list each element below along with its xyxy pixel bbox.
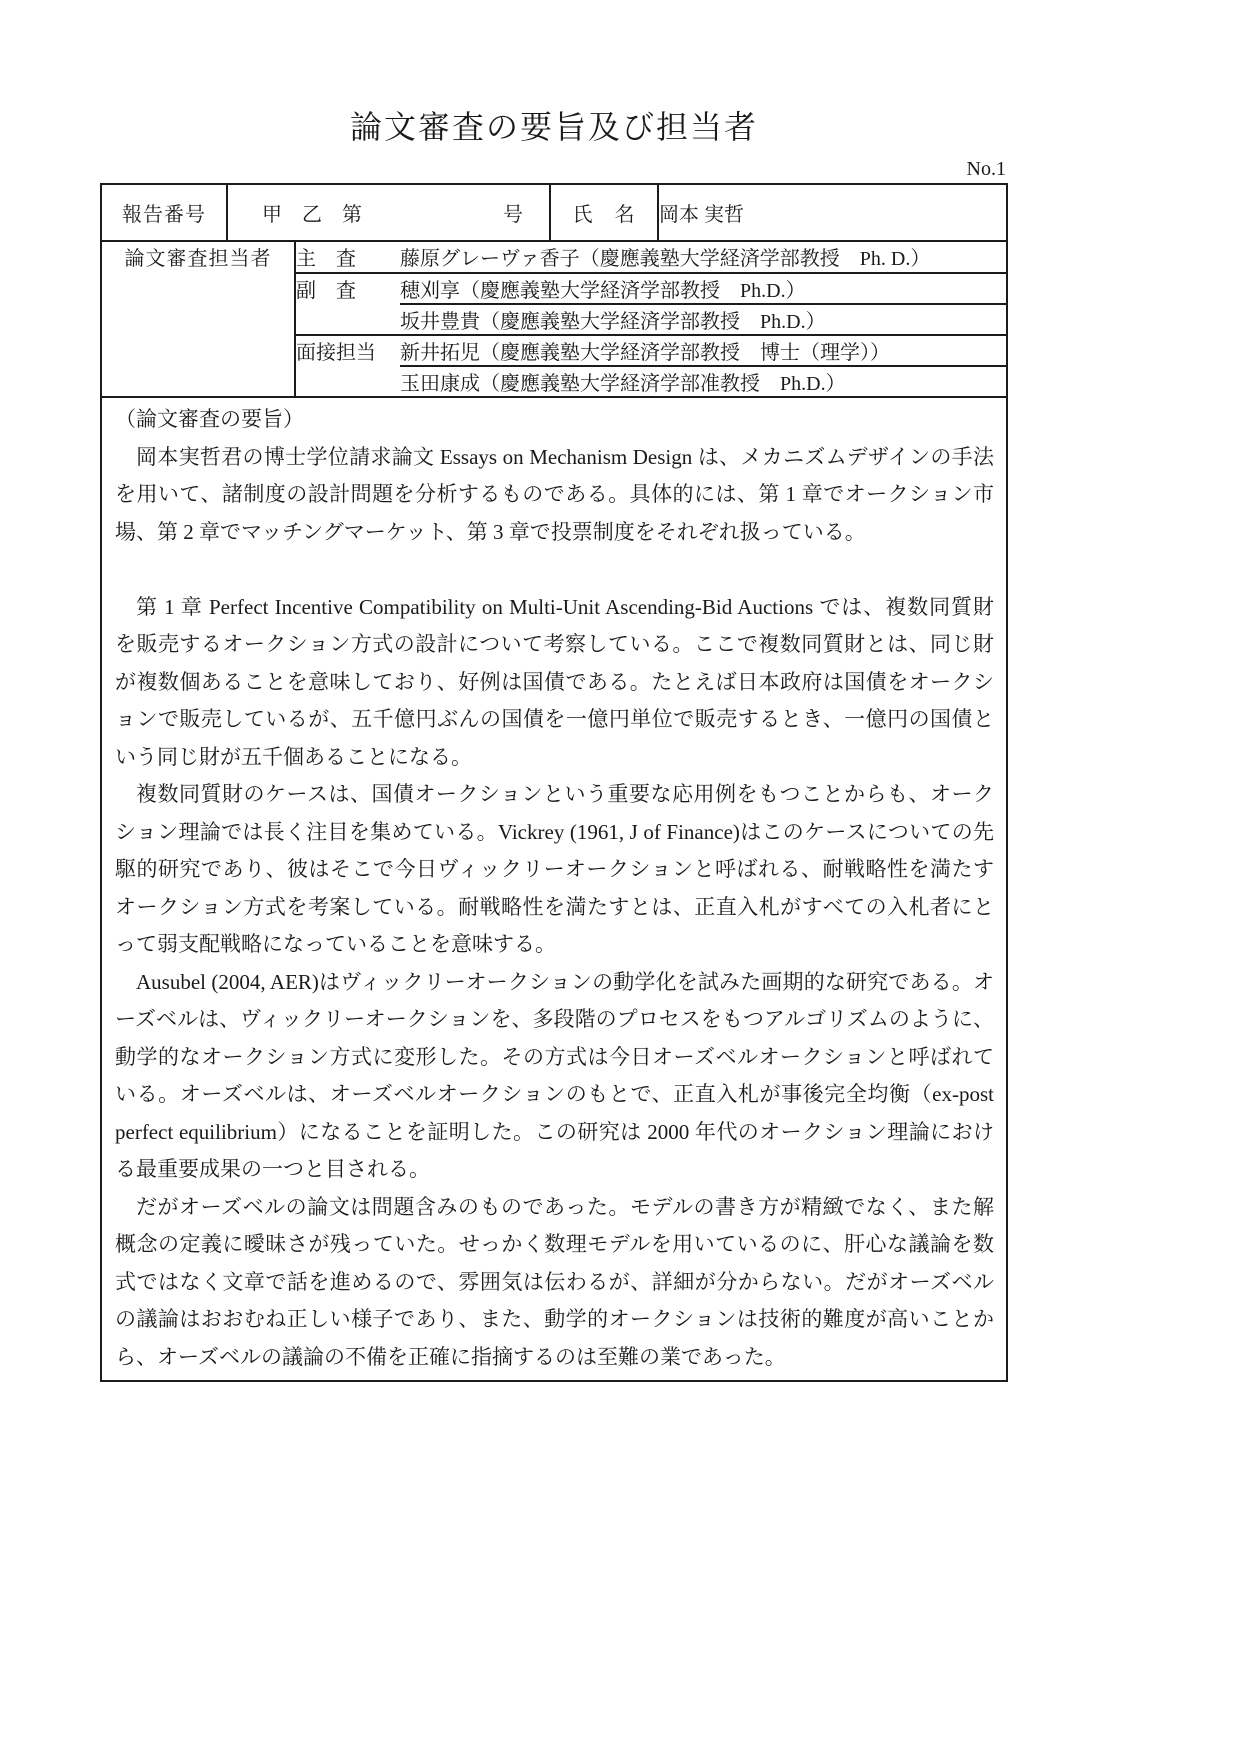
committee-role-interview: 面接担当 (295, 335, 400, 397)
report-header-row (102, 185, 1006, 241)
committee-member: 藤原グレーヴァ香子（慶應義塾大学経済学部教授 Ph. D.） (400, 242, 1006, 273)
report-number-inner (228, 198, 549, 227)
report-number-suffix: 号 (503, 204, 523, 226)
committee-member: 坂井豊貴（慶應義塾大学経済学部教授 Ph.D.） (400, 304, 1006, 335)
committee-role-chief: 主 査 (295, 242, 400, 273)
page-content (100, 0, 1008, 1382)
committee-role-deputy: 副 査 (295, 273, 400, 335)
candidate-name-value: 岡本 実哲 (658, 185, 1006, 241)
committee-table (102, 242, 1006, 398)
summary-paragraph: 複数同質財のケースは、国債オークションという重要な応用例をもつことからも、オークション理論では長く注目を集めている。Vickrey (1961, J of Finance)はこのケースについての先駆的研究であり、彼はそこで今日ヴィックリーオークションと呼ばれる、耐戦略性を満たすオークション方式を考案している。耐戦略性を満たすとは、正直入札がすべての入札者にとって弱支配戦略になっていることを意味する。 (115, 782, 995, 956)
summary-paragraph: だがオーズベルの論文は問題含みのものであった。モデルの書き方が精緻でなく、また解概念の定義に曖昧さが残っていた。せっかく数理モデルを用いているのに、肝心な議論を数式ではなく文章で話を進めるので、雰囲気は伝わるが、詳細が分からない。だがオーズベルの議論はおおむね正しい様子であり、また、動学的オークションは技術的難度が高いことから、オーズベルの議論の不備を正確に指摘するのは至難の業であった。 (115, 1194, 994, 1369)
summary-paragraph: Ausubel (2004, AER)はヴィックリーオークションの動学化を試みた画期的な研究である。オーズベルは、ヴィックリーオークションを、多段階のプロセスをもつアルゴリズムのように、動学的なオークション方式に変形した。その方式は今日オーズベルオークションと呼ばれている。オーズベルは、オーズベルオークションのもとで、正直入札が事後完全均衡（ex-post perfect equilibrium）になることを証明した。この研究は 2000 年代のオークション理論における最重要成果の一つと目される。 (115, 969, 994, 1181)
committee-member: 玉田康成（慶應義塾大学経済学部准教授 Ph.D.） (400, 366, 1006, 397)
committee-row (102, 242, 1006, 273)
summary-paragraph: 第 1 章 Perfect Incentive Compatibility on Multi-Unit Ascending-Bid Auctions では、複数同質財を販売するオークション方式の設計について考察している。ここで複数同質財とは、同じ財が複数個あることを意味しており、好例は国債である。たとえば日本政府は国債をオークションで販売しているが、五千億円ぶんの国債を一億円単位で販売するとき、一億円の国債という同じ財が五千個あることになる。 (115, 594, 994, 769)
committee-member: 穂刈享（慶應義塾大学経済学部教授 Ph.D.） (400, 273, 1006, 304)
summary-paragraph: 岡本実哲君の博士学位請求論文 Essays on Mechanism Design は、メカニズムデザインの手法を用いて、諸制度の設計問題を分析するものである。具体的には、第 1 章でオークション市場、第 2 章でマッチングマーケット、第 3 章で投票制度をそれぞれ扱っている。 (115, 444, 994, 544)
form-frame (100, 183, 1008, 1382)
committee-member: 新井拓児（慶應義塾大学経済学部教授 博士（理学）） (400, 335, 1006, 366)
report-number-prefix: 甲 乙 第 (262, 204, 362, 226)
page-title: 論文審査の要旨及び担当者 (349, 109, 758, 145)
page-number: No.1 (966, 158, 1006, 180)
candidate-name-label: 氏 名 (550, 185, 658, 241)
report-number-cell (227, 185, 550, 241)
report-number-label: 報告番号 (102, 185, 227, 241)
summary-heading: （論文審査の要旨） (115, 407, 304, 431)
report-header-table (102, 185, 1006, 242)
committee-label: 論文審査担当者 (102, 242, 295, 397)
review-summary (102, 398, 1006, 1380)
